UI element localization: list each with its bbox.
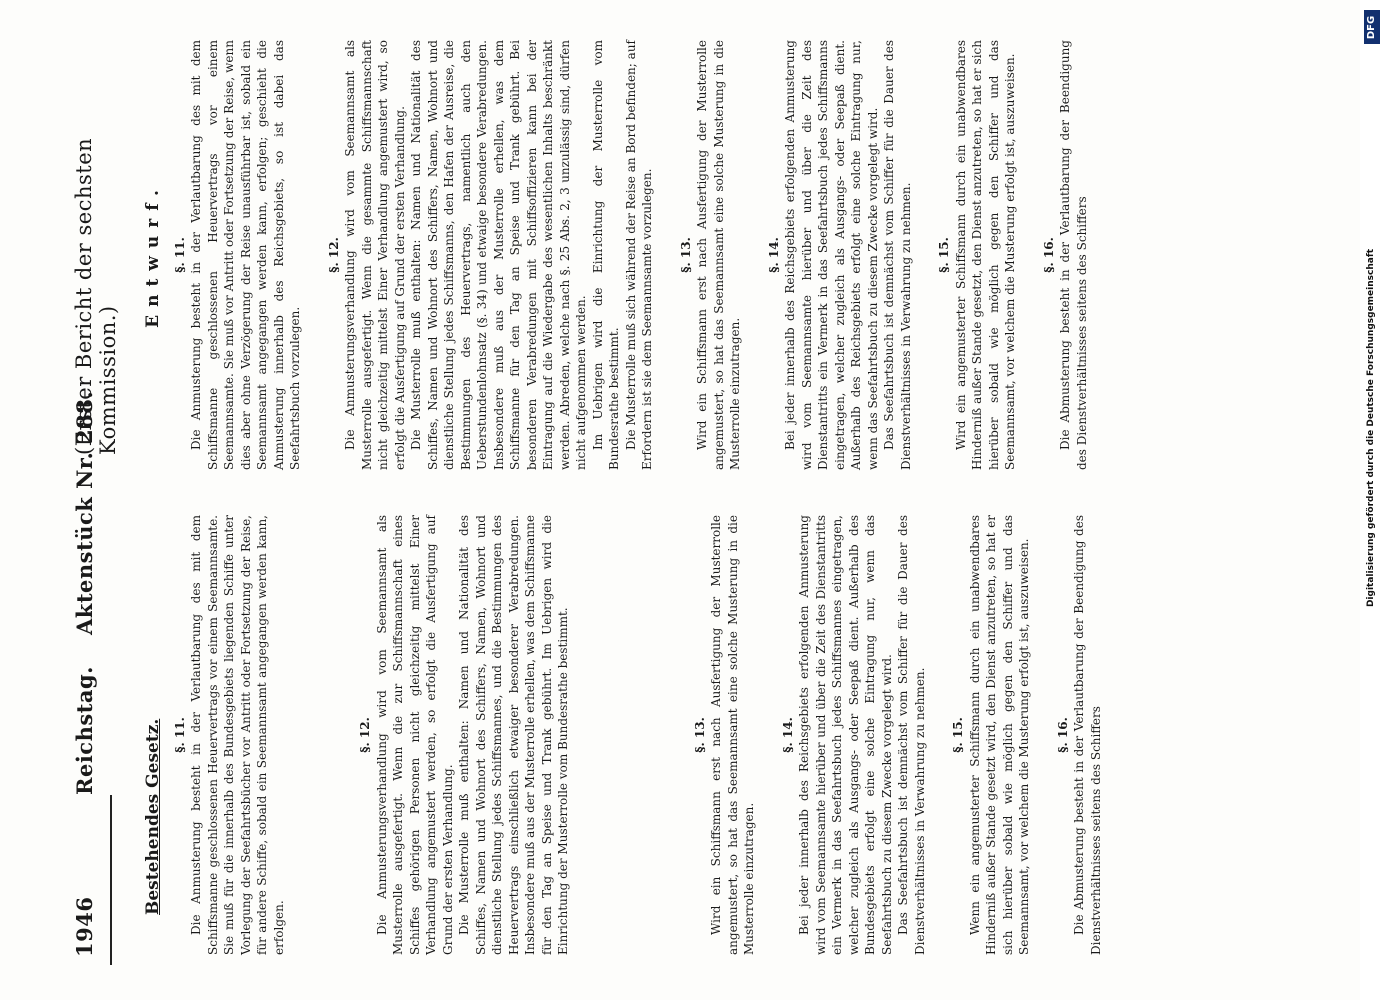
- section-paragraph: Die Musterrolle muß enthalten: Namen und Nationalität des Schiffes, Namen und Wohnort des Schiffers, Namen, Wohnort und dienstliche Stellung jedes Schiffsmannes, und die Bestimmungen des Heuervertrags einschließlich etwaiger besonderer Verabredungen. Insbesondere muß aus der Musterrolle erhellen, was dem Schiffsmanne für den Tag an Speise und Trank gebührt. Im Uebrigen wird die Einrichtung der Musterrolle vom Bundesrathe bestimmt.: [457, 515, 570, 955]
- spacer: [914, 40, 936, 470]
- document-number: Aktenstück Nr. 288.: [72, 390, 97, 635]
- section-paragraph: Das Seefahrtsbuch ist demnächst vom Schiffer für die Dauer des Dienstverhältnisses in Verwahrung zu nehmen.: [896, 515, 927, 955]
- column-existing-law: [145, 515, 1104, 955]
- section-heading: §. 15.: [937, 237, 951, 273]
- spacer: [656, 40, 678, 470]
- section-paragraph: Die Anmusterung besteht in der Verlautbarung des mit dem Schiffsmanne geschlossenen Heuervertrags vor einem Seemannsamte. Sie muß für die innerhalb des Bundesgebiets liegenden Schiffe unter Vorlegung der Seefahrtsbücher vor Antritt oder Fortsetzung der Reise, für andere Schiffe, sobald ein Seemannsamt angegangen werden kann, erfolgen.: [189, 515, 286, 955]
- section-heading: §. 12.: [358, 717, 372, 753]
- section-heading: §. 13.: [692, 717, 707, 753]
- attribution-text: Digitalisierung gefördert durch die Deutsche Forschungsgemeinschaft: [1366, 248, 1376, 608]
- column-draft: [145, 40, 1090, 470]
- attribution-strip: [1360, 0, 1383, 1000]
- spacer: [572, 515, 692, 955]
- section-paragraph: Bei jeder innerhalb des Reichsgebiets erfolgenden Anmusterung wird vom Seemannsamte hierüber und über die Zeit des Dienstantritts ein Vermerk in das Seefahrtsbuch jedes Schiffsmannes eingetragen, welcher zugleich als Ausgangs- oder Seepaß dient. Außerhalb des Bundesgebiets erfolgt eine solche Eintragung nur, wenn das Seefahrtsbuch zu diesem Zwecke vorgelegt wird.: [797, 515, 894, 955]
- spacer: [304, 40, 326, 470]
- section-paragraph: Wird ein Schiffsmann erst nach Ausfertigung der Musterrolle angemustert, so hat das Seemannsamt eine solche Musterung in die Musterrolle einzutragen.: [709, 515, 756, 955]
- section-heading: §. 16.: [1041, 237, 1056, 273]
- attribution-text-container: [1363, 48, 1379, 808]
- section-paragraph: Die Abmusterung besteht in der Verlautbarung der Beendigung des Dienstverhältnisses seitens des Schiffers: [1058, 40, 1089, 470]
- spacer: [1019, 40, 1041, 470]
- column-title-existing-law: Bestehendes Gesetz.: [143, 718, 163, 915]
- section-paragraph: Bei jeder innerhalb des Reichsgebiets erfolgenden Anmusterung wird vom Seemannsamte hierüber und über die Zeit des Dienstantritts ein Vermerk in das Seefahrtsbuch jedes Schiffsmanns eingetragen, welcher zugleich als Ausgangs- oder Seepaß dient. Außerhalb des Reichsgebiets erfolgt eine solche Eintragung nur, wenn das Seefahrtsbuch zu diesem Zwecke vorgelegt wird.: [783, 40, 880, 470]
- header-rule: [110, 795, 112, 965]
- spacer: [287, 515, 357, 955]
- section-paragraph: Die Anmusterungsverhandlung wird vom Seemannsamt als Musterrolle ausgefertigt. Wenn die gesammte Schiffsmannschaft nicht gleichzeitig mittelst Einer Verhandlung angemustert wird, so erfolgt die Ausfertigung auf Grund der ersten Verhandlung.: [343, 40, 407, 470]
- section-paragraph: Die Musterrolle muß sich während der Reise an Bord befinden; auf Erfordern ist sie dem Seemannsamte vorzulegen.: [623, 40, 654, 470]
- section-paragraph: Die Anmusterungsverhandlung wird vom Seemannsamt als Musterrolle ausgefertigt. Wenn die zur Schiffsmannschaft eines Schiffes gehörigen Personen nicht gleichzeitig mittelst Einer Verhandlung angemustert werden, so erfolgt die Ausfertigung auf Grund der ersten Verhandlung.: [374, 515, 455, 955]
- spacer: [928, 515, 950, 955]
- dfg-logo-badge: [1364, 10, 1380, 44]
- section-paragraph: Die Musterrolle muß enthalten: Namen und Nationalität des Schiffes, Namen und Wohnort des Schiffers, Namen, Wohnort und dienstliche Stellung jedes Schiffsmanns, den Hafen der Ausreise, die Bestimmungen des Heuervertrags, namentlich auch den Ueberstundenlohnsatz (§. 34) und etwaige besondere Verabredungen. Insbesondere muß aus der Musterrolle erhellen, was dem Schiffsmanne für den Tag an Speise und Trank gebührt. Bei besonderen Verabredungen mit Schiffsoffizieren kann bei der Eintragung auf die Wiedergabe des wesentlichen Inhalts beschränkt werden. Abreden, welche nach §. 25 Abs. 2, 3 unzulässig sind, dürfen nicht aufgenommen werden.: [409, 40, 588, 470]
- section-heading: §. 14.: [780, 717, 795, 753]
- spacer: [1033, 515, 1055, 955]
- rotated-document-page: [30, 35, 1330, 965]
- section-paragraph: Wenn ein angemusterter Schiffsmann durch ein unabwendbares Hinderniß außer Stande gesetzt wird, den Dienst anzutreten, so hat er sich hierüber sobald wie möglich gegen den Schiffer und das Seemannsamt, vor welchem die Musterung erfolgt ist, auszuweisen.: [967, 515, 1031, 955]
- section-heading: §. 16.: [1055, 717, 1070, 753]
- page-number: 1946: [72, 896, 97, 957]
- section-paragraph: Die Anmusterung besteht in der Verlautbarung des mit dem Schiffsmanne geschlossenen Heuervertrags vor einem Seemannsamte. Sie muß vor Antritt oder Fortsetzung der Reise, wenn dies aber ohne Verzögerung der Reise unausführbar ist, sobald ein Seemannsamt angegangen werden kann, erfolgen; geschieht die Anmusterung innerhalb des Reichsgebiets, so ist dabei das Seefahrtsbuch vorzulegen.: [189, 40, 302, 470]
- section-heading: §. 11.: [172, 717, 187, 753]
- section-heading: §. 12.: [326, 237, 341, 273]
- section-paragraph: Wird ein Schiffsmann erst nach Ausfertigung der Musterrolle angemustert, so hat das Seemannsamt eine solche Musterung in die Musterrolle einzutragen.: [695, 40, 742, 470]
- spacer: [744, 40, 766, 470]
- section-paragraph: Im Uebrigen wird die Einrichtung der Musterrolle vom Bundesrathe bestimmt.: [590, 40, 621, 470]
- header-reichstag: Reichstag.: [72, 666, 97, 795]
- section-heading: §. 13.: [678, 237, 693, 273]
- section-heading: §. 14.: [766, 237, 781, 273]
- section-heading: §. 11.: [172, 237, 187, 273]
- section-paragraph: Wird ein angemusterter Schiffsmann durch ein unabwendbares Hinderniß außer Stande gesetzt, den Dienst anzutreten, so hat er sich hierüber sobald wie möglich gegen den Schiffer und das Seemannsamt, vor welchem die Musterung erfolgt ist, auszuweisen.: [953, 40, 1017, 470]
- column-title-draft: Entwurf.: [143, 182, 163, 328]
- section-heading: §. 15.: [951, 717, 965, 753]
- section-paragraph: Die Abmusterung besteht in der Verlautbarung der Beendigung des Dienstverhältnisses seitens des Schiffers: [1072, 515, 1103, 955]
- report-title: (Erster Bericht der sechsten Kommission.): [72, 137, 120, 455]
- page-header: [72, 35, 120, 965]
- section-paragraph: Das Seefahrtsbuch ist demnächst vom Schiffer für die Dauer des Dienstverhältnisses in Verwahrung zu nehmen.: [882, 40, 913, 470]
- spacer: [758, 515, 780, 955]
- dfg-badge-label: DFG: [1366, 15, 1378, 39]
